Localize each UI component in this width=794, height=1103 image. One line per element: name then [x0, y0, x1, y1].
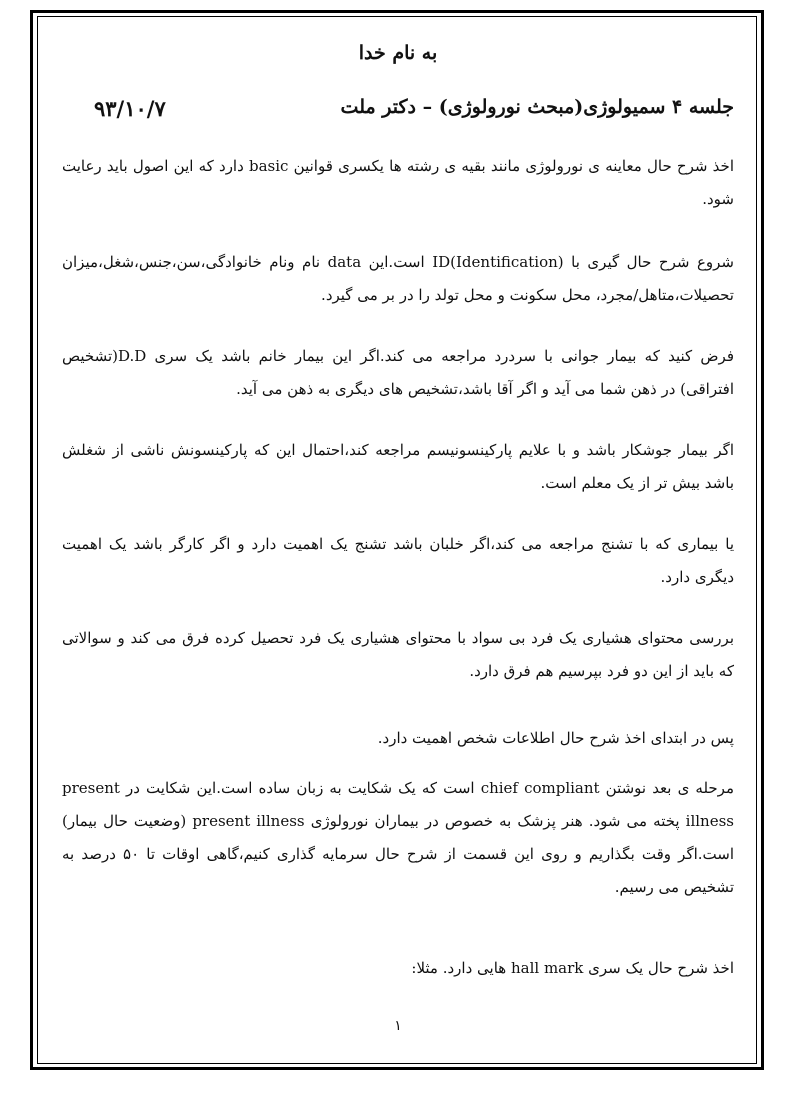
basmala-heading: به نام خدا [358, 42, 438, 64]
paragraph: بررسی محتوای هشیاری یک فرد بی سواد با محتوای هشیاری یک فرد تحصیل کرده فرق می کند و سوالاتی که باید از این دو فرد بپرسیم هم فرق دارد. [62, 629, 734, 680]
paragraph: فرض کنید که بیمار جوانی با سردرد مراجعه می کند.اگر این بیمار خانم باشد یک سری D.D(تشخیص افتراقی) در ذهن شما می آید و اگر آقا باشد،تشخیص های دیگری به ذهن می آید. [62, 347, 734, 398]
paragraph: پس در ابتدای اخذ شرح حال اطلاعات شخص اهمیت دارد. [377, 729, 734, 747]
paragraph: شروع شرح حال گیری با (ID(Identification است.این data نام ونام خانوادگی،سن،جنس،شغل،میزان تحصیلات،متاهل/مجرد، محل سکونت و محل تولد را در بر می گیرد. [62, 253, 734, 304]
paragraph: یا بیماری که با تشنج مراجعه می کند،اگر خلبان باشد تشنج یک اهمیت دارد و اگر کارگر باشد یک اهمیت دیگری دارد. [62, 535, 734, 586]
session-title: جلسه ۴ سمیولوژی(مبحث نورولوژی) – دکتر ملت [340, 96, 734, 118]
paragraph: اگر بیمار جوشکار باشد و با علایم پارکینسونیسم مراجعه کند،احتمال این که پارکینسونش ناشی از شغلش باشد بیش تر از یک معلم است. [62, 441, 734, 492]
session-date: ۹۳/۱۰/۷ [94, 96, 166, 121]
paragraph: مرحله ی بعد نوشتن chief compliant است که یک شکایت به زبان ساده است.این شکایت در present illness پخته می شود. هنر پزشک به خصوص در بیماران نورولوژی present illness (وضعیت حال بیمار) است.اگر وقت بگذاریم و روی این قسمت از شرح حال سرمایه گذاری کنیم،گاهی اوقات تا ۵۰ درصد به تشخیص می رسیم. [62, 779, 734, 896]
paragraph: اخذ شرح حال یک سری hall mark هایی دارد. مثلا: [411, 959, 734, 977]
paragraph: اخذ شرح حال معاینه ی نورولوژی مانند بقیه ی رشته ها یکسری قوانین basic دارد که این اصول باید رعایت شود. [62, 157, 734, 208]
page-number: ۱ [394, 1018, 402, 1034]
session-header [62, 96, 734, 126]
